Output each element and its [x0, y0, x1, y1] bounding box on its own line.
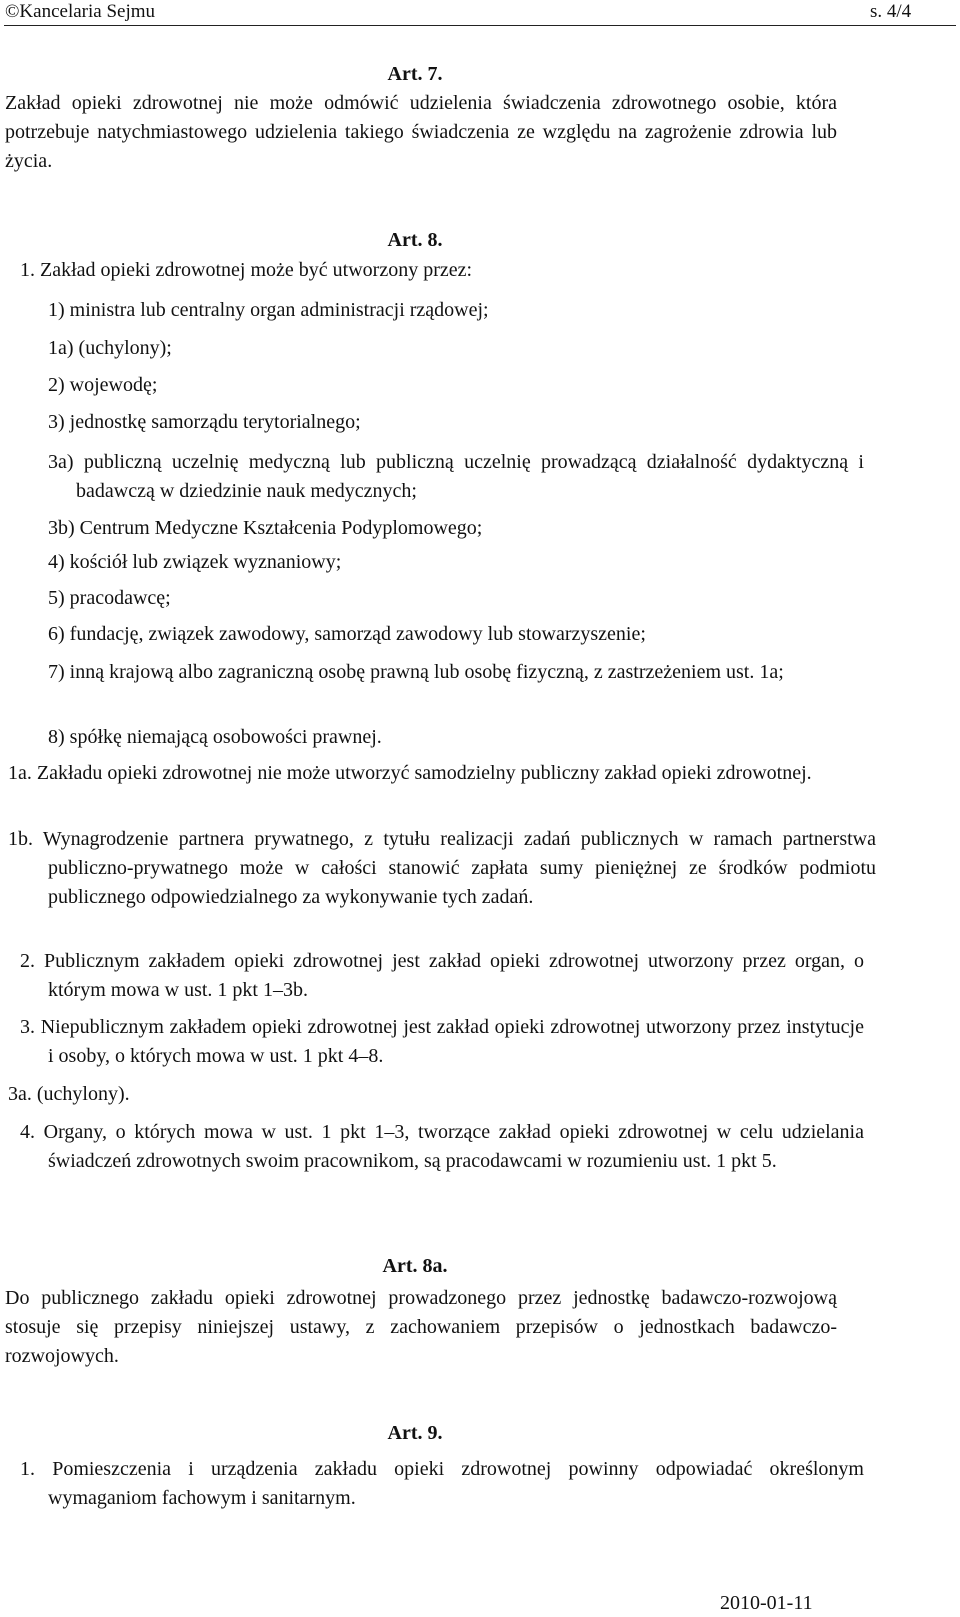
article-8-point-6: 6) fundację, związek zawodowy, samorząd zawodowy lub stowarzyszenie;	[48, 623, 646, 645]
article-8-ust-3a: 3a. (uchylony).	[8, 1083, 130, 1105]
article-8-point-1: 1) ministra lub centralny organ administracji rządowej;	[48, 299, 489, 321]
article-8-point-4: 4) kościół lub związek wyznaniowy;	[48, 551, 342, 573]
article-8-ust-1: 1. Zakład opieki zdrowotnej może być utworzony przez:	[20, 259, 473, 281]
article-8-point-3: 3) jednostkę samorządu terytorialnego;	[48, 411, 361, 433]
article-8-point-3b: 3b) Centrum Medyczne Kształcenia Podyplomowego;	[48, 517, 483, 539]
article-8-point-7: 7) inną krajową albo zagraniczną osobę prawną lub osobę fizyczną, z zastrzeżeniem ust. 1a;	[48, 661, 784, 683]
article-7-text: Zakład opieki zdrowotnej nie może odmówić udzielenia świadczenia zdrowotnego osobie, która potrzebuje natychmiastowego udzielenia takiego świadczenia ze względu na zagrożenie zdrowia lub życia.	[5, 92, 837, 172]
article-8-ust-1b: 1b. Wynagrodzenie partnera prywatnego, z tytułu realizacji zadań publicznych w ramach partnerstwa publiczno-prywatnego może w całości stanowić zapłata sumy pieniężnej ze środków podmiotu publicznego odpowiedzialnego za wykonywanie tych zadań.	[8, 828, 876, 908]
article-9-title: Art. 9.	[387, 1422, 443, 1444]
article-8-ust-2: 2. Publicznym zakładem opieki zdrowotnej jest zakład opieki zdrowotnej utworzony przez organ, o którym mowa w ust. 1 pkt 1–3b.	[20, 950, 864, 1001]
header-divider	[4, 25, 956, 26]
article-8a-text: Do publicznego zakładu opieki zdrowotnej prowadzonego przez jednostkę badawczo-rozwojową stosuje się przepisy niniejszej ustawy, z zachowaniem przepisów o jednostkach badawczo-rozwojowych.	[5, 1287, 837, 1367]
header-page-number: s. 4/4	[870, 1, 912, 22]
article-8-title: Art. 8.	[387, 229, 443, 251]
article-8-point-5: 5) pracodawcę;	[48, 587, 171, 609]
article-8-point-2: 2) wojewodę;	[48, 374, 158, 396]
article-8-ust-1a: 1a. Zakładu opieki zdrowotnej nie może utworzyć samodzielny publiczny zakład opieki zdrowotnej.	[8, 762, 812, 784]
article-9-ust-1: 1. Pomieszczenia i urządzenia zakładu opieki zdrowotnej powinny odpowiadać określonym wymaganiom fachowym i sanitarnym.	[20, 1458, 864, 1509]
article-8a-title: Art. 8a.	[382, 1255, 448, 1277]
article-7-title: Art. 7.	[387, 63, 443, 85]
article-8-ust-3: 3. Niepublicznym zakładem opieki zdrowotnej jest zakład opieki zdrowotnej utworzony przez instytucje i osoby, o których mowa w ust. 1 pkt 4–8.	[20, 1016, 864, 1067]
article-8-point-3a: 3a) publiczną uczelnię medyczną lub publiczną uczelnię prowadzącą działalność dydaktyczną i badawczą w dziedzinie nauk medycznych;	[48, 451, 864, 502]
header-source: ©Kancelaria Sejmu	[5, 1, 156, 22]
article-8-point-1a: 1a) (uchylony);	[48, 337, 172, 359]
article-8-point-8: 8) spółkę niemającą osobowości prawnej.	[48, 726, 382, 748]
footer-date: 2010-01-11	[720, 1592, 813, 1614]
article-8-ust-4: 4. Organy, o których mowa w ust. 1 pkt 1–3, tworzące zakład opieki zdrowotnej w celu udzielania świadczeń zdrowotnych swoim pracownikom, są pracodawcami w rozumieniu ust. 1 pkt 5.	[20, 1121, 864, 1172]
